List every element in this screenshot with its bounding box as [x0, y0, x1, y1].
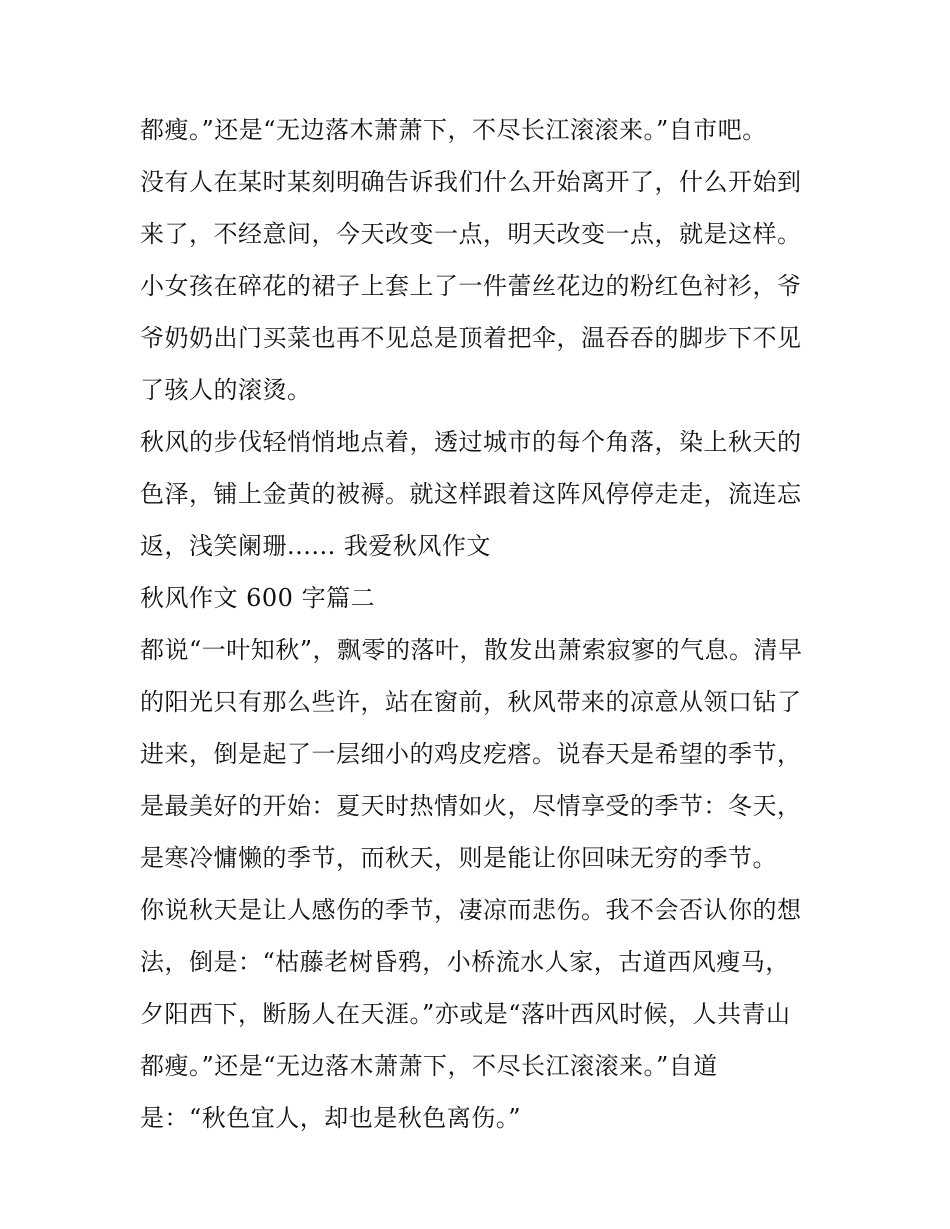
- section-heading: 秋风作文 600 字篇二: [140, 584, 376, 612]
- text-line: 的阳光只有那么些许，站在窗前，秋风带来的凉意从领口钻了: [140, 688, 802, 716]
- text-line: 来了，不经意间，今天改变一点，明天改变一点，就是这样。: [140, 220, 802, 248]
- text-line: 爷奶奶出门买菜也再不见总是顶着把伞，温吞吞的脚步下不见: [140, 324, 802, 352]
- text-line: 进来，倒是起了一层细小的鸡皮疙瘩。说春天是希望的季节，: [140, 740, 802, 768]
- text-line: 秋风的步伐轻悄悄地点着，透过城市的每个角落，染上秋天的: [140, 428, 802, 456]
- text-line: 都瘦。”还是“无边落木萧萧下，不尽长江滚滚来。”自道: [140, 1052, 718, 1080]
- text-line: 没有人在某时某刻明确告诉我们什么开始离开了，什么开始到: [140, 168, 802, 196]
- text-line: 都说“一叶知秋”，飘零的落叶，散发出萧索寂寥的气息。清早: [140, 636, 803, 664]
- text-line: 是：“秋色宜人，却也是秋色离伤。”: [140, 1104, 522, 1132]
- text-line: 了骇人的滚烫。: [140, 376, 312, 404]
- text-line: 小女孩在碎花的裙子上套上了一件蕾丝花边的粉红色衬衫，爷: [140, 272, 802, 300]
- text-line: 法，倒是：“枯藤老树昏鸦，小桥流水人家，古道西风瘦马，: [140, 948, 790, 976]
- text-line: 是最美好的开始：夏天时热情如火，尽情享受的季节：冬天，: [140, 792, 802, 820]
- text-line: 夕阳西下，断肠人在天涯。”亦或是“落叶西风时候，人共青山: [140, 1000, 791, 1028]
- text-line: 色泽，铺上金黄的被褥。就这样跟着这阵风停停走走，流连忘: [140, 480, 802, 508]
- text-line: 返，浅笑阑珊...... 我爱秋风作文: [140, 532, 491, 560]
- text-line: 是寒冷慵懒的季节，而秋天，则是能让你回味无穷的季节。: [140, 844, 777, 872]
- text-line: 都瘦。”还是“无边落木萧萧下，不尽长江滚滚来。”自市吧。: [140, 116, 767, 144]
- text-line: 你说秋天是让人感伤的季节，凄凉而悲伤。我不会否认你的想: [140, 896, 802, 924]
